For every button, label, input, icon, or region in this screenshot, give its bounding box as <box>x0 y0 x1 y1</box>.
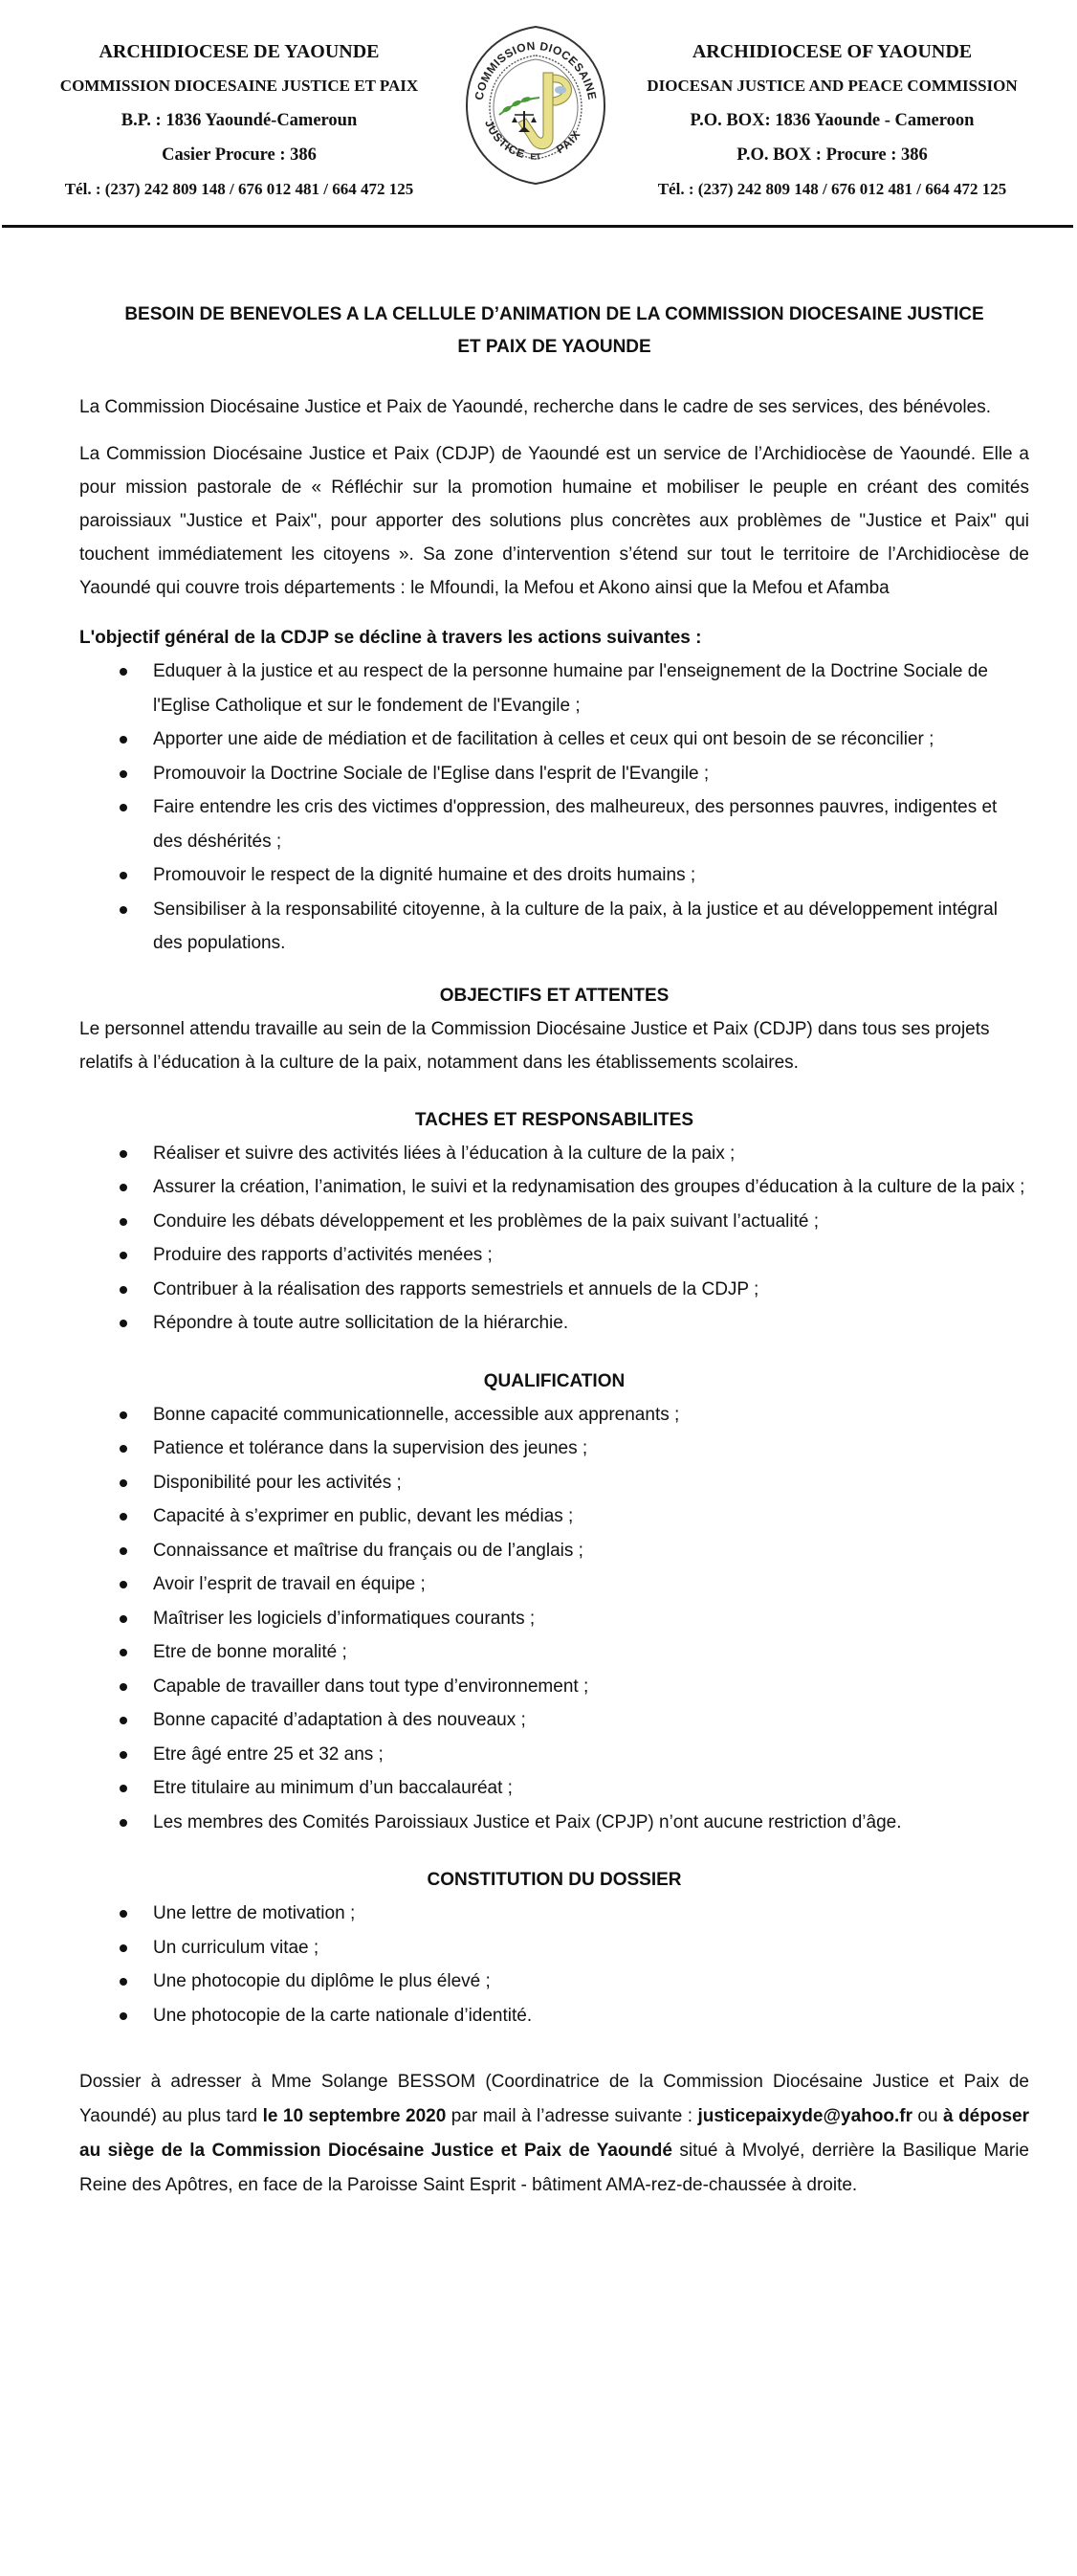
dossier-heading: CONSTITUTION DU DOSSIER <box>427 1870 682 1890</box>
bullet-icon <box>120 1717 127 1724</box>
postal-box-fr: B.P. : 1836 Yaoundé-Cameroun <box>121 111 358 130</box>
phone-fr: Tél. : (237) 242 809 148 / 676 012 481 / 664 472 125 <box>64 180 414 198</box>
list-item: Une photocopie du diplôme le plus élevé ; <box>79 1965 1029 1999</box>
list-item: Faire entendre les cris des victimes d'oppression, des malheureux, des personnes pauvres, indigentes et des déshérités ; <box>79 790 1029 858</box>
list-item: Apporter une aide de médiation et de facilitation à celles et ceux qui ont besoin de se réconcilier ; <box>79 722 1029 757</box>
bullet-icon <box>120 1218 127 1226</box>
tasks-heading: TACHES ET RESPONSABILITES <box>414 1109 693 1130</box>
bullet-icon <box>120 1819 127 1827</box>
list-item: Promouvoir le respect de la dignité humaine et des droits humains ; <box>79 858 1029 893</box>
document-title <box>79 299 1029 364</box>
commission-name-fr: COMMISSION DIOCESAINE JUSTICE ET PAIX <box>59 77 419 95</box>
list-item: Connaissance et maîtrise du français ou de l’anglais ; <box>79 1534 1029 1568</box>
bullet-icon <box>120 1286 127 1294</box>
letterhead-french <box>38 34 440 207</box>
bullet-icon <box>120 1184 127 1191</box>
bullet-icon <box>120 1320 127 1327</box>
deposit-location: à déposer au siège de la Commission Diocésaine Justice et Paix de Yaoundé <box>79 2106 1029 2161</box>
bullet-icon <box>120 1615 127 1623</box>
list-item: Etre de bonne moralité ; <box>79 1635 1029 1670</box>
intro-paragraph: La Commission Diocésaine Justice et Paix de Yaoundé, recherche dans le cadre de ses services, des bénévoles. <box>79 397 991 417</box>
list-item: Patience et tolérance dans la supervision des jeunes ; <box>79 1432 1029 1466</box>
svg-text:PAIX <box>554 127 583 156</box>
list-item: Répondre à toute autre sollicitation de la hiérarchie. <box>79 1306 1029 1341</box>
bullet-icon <box>120 1683 127 1691</box>
bullet-icon <box>120 2012 127 2020</box>
bullet-icon <box>120 1445 127 1453</box>
list-item: Un curriculum vitae ; <box>79 1931 1029 1965</box>
list-item: Contribuer à la réalisation des rapports semestriels et annuels de la CDJP ; <box>79 1273 1029 1307</box>
bullet-icon <box>120 1944 127 1952</box>
bullet-icon <box>120 1785 127 1792</box>
document-body <box>79 299 1029 2203</box>
header-divider <box>2 225 1073 228</box>
deadline-date: le 10 septembre 2020 <box>262 2106 447 2126</box>
list-item: Eduquer à la justice et au respect de la personne humaine par l'enseignement de la Doctrine Sociale de l'Eglise Catholique et sur le fondement de l'Evangile ; <box>79 655 1029 722</box>
bullet-icon <box>120 1513 127 1521</box>
letterhead-english <box>607 34 1057 207</box>
dossier-list <box>79 1897 1029 2032</box>
bullet-icon <box>120 1751 127 1759</box>
list-item: Etre titulaire au minimum d’un baccalauréat ; <box>79 1771 1029 1806</box>
casier-fr: Casier Procure : 386 <box>162 145 317 165</box>
list-item: Les membres des Comités Paroissiaux Justice et Paix (CPJP) n’ont aucune restriction d’âge. <box>79 1806 1029 1840</box>
commission-name-en: DIOCESAN JUSTICE AND PEACE COMMISSION <box>647 77 1018 95</box>
list-item: Avoir l’esprit de travail en équipe ; <box>79 1567 1029 1602</box>
list-item: Capacité à s’exprimer en public, devant les médias ; <box>79 1499 1029 1534</box>
objectives-lead: L'objectif général de la CDJP se décline à travers les actions suivantes : <box>79 628 702 648</box>
phone-en: Tél. : (237) 242 809 148 / 676 012 481 / 664 472 125 <box>657 180 1007 198</box>
bullet-icon <box>120 1411 127 1419</box>
list-item: Une photocopie de la carte nationale d’identité. <box>79 1999 1029 2033</box>
contact-email-link[interactable]: justicepaixyde@yahoo.fr <box>697 2106 912 2126</box>
bullet-icon <box>120 1479 127 1487</box>
bullet-icon <box>120 1547 127 1555</box>
logo-justice-text: JUSTICE <box>482 118 527 162</box>
list-item: Capable de travailler dans tout type d’environnement ; <box>79 1670 1029 1704</box>
objectives-list <box>79 655 1029 961</box>
list-item: Sensibiliser à la responsabilité citoyenne, à la culture de la paix, à la justice et au développement intégral des populations. <box>79 893 1029 961</box>
bullet-icon <box>120 668 127 676</box>
title-line-2: ET PAIX DE YAOUNDE <box>457 337 651 357</box>
bullet-icon <box>120 770 127 778</box>
list-item: Assurer la création, l’animation, le suivi et la redynamisation des groupes d’éducation à la culture de la paix ; <box>79 1170 1029 1205</box>
bullet-icon <box>120 1978 127 1986</box>
list-item: Réaliser et suivre des activités liées à l’éducation à la culture de la paix ; <box>79 1137 1029 1171</box>
list-item: Conduire les débats développement et les problèmes de la paix suivant l’actualité ; <box>79 1205 1029 1239</box>
title-line-1: BESOIN DE BENEVOLES A LA CELLULE D’ANIMATION DE LA COMMISSION DIOCESAINE JUSTICE <box>124 304 984 324</box>
letterhead <box>0 0 1077 230</box>
bullet-icon <box>120 1910 127 1918</box>
list-item: Bonne capacité communicationnelle, accessible aux apprenants ; <box>79 1398 1029 1432</box>
description-paragraph: La Commission Diocésaine Justice et Paix (CDJP) de Yaoundé est un service de l’Archidiocèse de Yaoundé. Elle a pour mission pastorale de « Réfléchir sur la promotion humaine et mobiliser le peuple en créant des comités paroissiaux "Justice et Paix", pour apporter des solutions plus concrètes aux problèmes de "Justice et Paix" qui touchent immédiatement les citoyens ». Sa zone d’intervention s’étend sur tout le territoire de l’Archidiocèse de Yaoundé qui couvre trois départements : le Mfoundi, la Mefou et Akono ainsi que la Mefou et Afamba <box>79 444 1029 598</box>
svg-text:ET <box>530 151 541 161</box>
bullet-icon <box>120 1649 127 1656</box>
closing-paragraph: Dossier à adresser à Mme Solange BESSOM (Coordinatrice de la Commission Diocésaine Justice et Paix de Yaoundé) au plus tard le 10 septembre 2020 par mail à l’adresse suivante : justicepaixyde@yahoo.fr ou à déposer au siège de la Commission Diocésaine Justice et Paix de Yaoundé situé à Mvolyé, derrière la Basilique Marie Reine des Apôtres, en face de la Paroisse Saint Esprit - bâtiment AMA-rez-de-chaussée à droite. <box>79 2072 1029 2195</box>
expectations-paragraph: Le personnel attendu travaille au sein de la Commission Diocésaine Justice et Paix (CDJP) dans tous ses projets relatifs à l’éducation à la culture de la paix, notamment dans les établissements scolaires. <box>79 1018 990 1073</box>
list-item: Bonne capacité d’adaptation à des nouveaux ; <box>79 1703 1029 1738</box>
list-item: Produire des rapports d’activités menées ; <box>79 1238 1029 1273</box>
logo-et-text: ET <box>530 151 541 162</box>
list-item: Etre âgé entre 25 et 32 ans ; <box>79 1738 1029 1772</box>
bullet-icon <box>120 1581 127 1588</box>
procure-box-en: P.O. BOX : Procure : 386 <box>736 145 928 165</box>
tasks-list <box>79 1137 1029 1341</box>
org-name-en: ARCHIDIOCESE OF YAOUNDE <box>692 41 973 62</box>
postal-box-en: P.O. BOX: 1836 Yaounde - Cameroon <box>690 111 975 130</box>
bullet-icon <box>120 736 127 744</box>
bullet-icon <box>120 872 127 879</box>
bullet-icon <box>120 804 127 811</box>
list-item: Disponibilité pour les activités ; <box>79 1466 1029 1500</box>
logo-paix-text: PAIX <box>554 127 583 157</box>
expectations-heading: OBJECTIFS ET ATTENTES <box>439 985 670 1006</box>
commission-logo-icon <box>461 23 610 188</box>
bullet-icon <box>120 1150 127 1158</box>
bullet-icon <box>120 906 127 914</box>
list-item: Promouvoir la Doctrine Sociale de l'Eglise dans l'esprit de l'Evangile ; <box>79 757 1029 791</box>
list-item: Maîtriser les logiciels d’informatiques courants ; <box>79 1602 1029 1636</box>
bullet-icon <box>120 1252 127 1259</box>
logo-top-text: COMMISSION DIOCESAINE <box>472 38 600 101</box>
qualification-heading: QUALIFICATION <box>483 1370 626 1391</box>
list-item: Une lettre de motivation ; <box>79 1897 1029 1931</box>
qualification-list <box>79 1398 1029 1840</box>
org-name-fr: ARCHIDIOCESE DE YAOUNDE <box>99 41 380 62</box>
